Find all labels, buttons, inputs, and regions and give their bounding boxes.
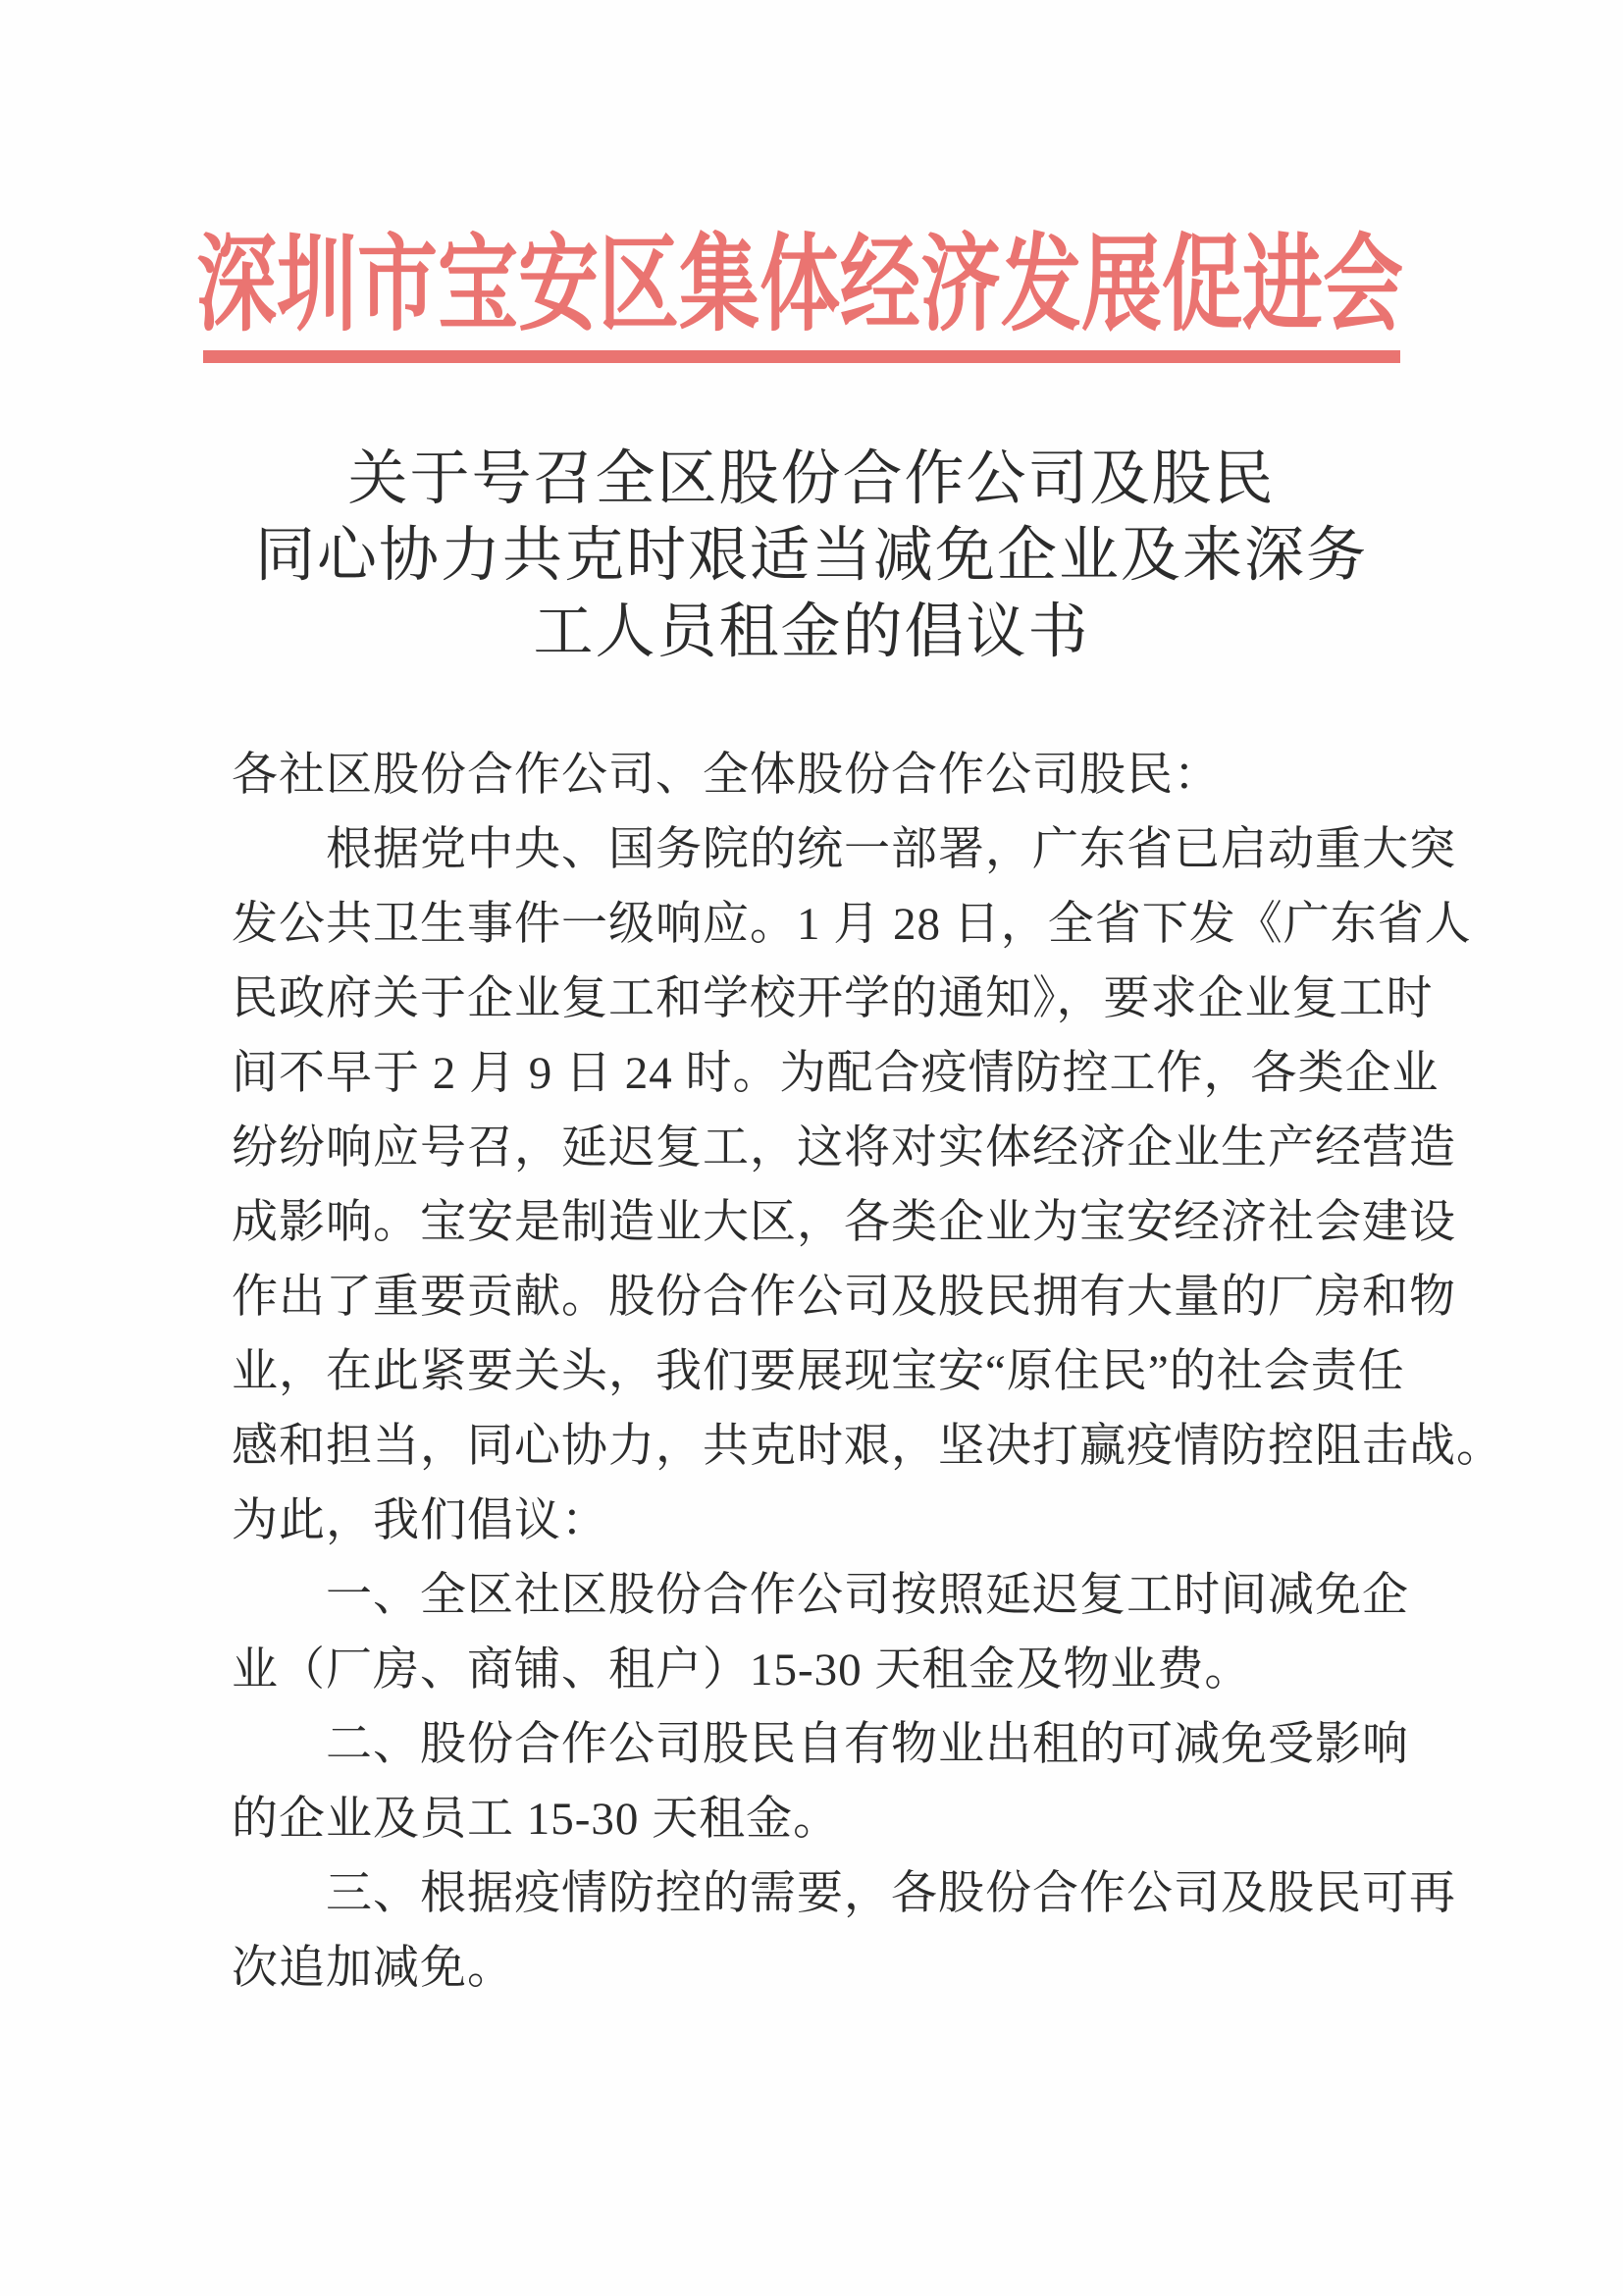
document-title-line-3: 工人员租金的倡议书 [533, 600, 1090, 665]
proposal-item-1-line: 业（厂房、商铺、租户）15-30 天租金及物业费。 [232, 1644, 1252, 1696]
proposal-item-2-line: 二、股份合作公司股民自有物业出租的可减免受影响 [326, 1719, 1409, 1770]
salutation-line: 各社区股份合作公司、全体股份合作公司股民： [232, 750, 1221, 801]
paragraph-line: 为此，我们倡议： [232, 1495, 608, 1546]
document-title-line-1: 关于号召全区股份合作公司及股民 [347, 446, 1276, 512]
paragraph-line: 民政府关于企业复工和学校开学的通知》，要求企业复工时 [232, 973, 1434, 1024]
paragraph-line: 间不早于 2 月 9 日 24 时。为配合疫情防控工作，各类企业 [232, 1048, 1440, 1099]
paragraph-line: 成影响。宝安是制造业大区，各类企业为宝安经济社会建设 [232, 1197, 1456, 1248]
masthead-divider-rule [203, 350, 1400, 363]
paragraph-line: 根据党中央、国务院的统一部署，广东省已启动重大突 [326, 824, 1456, 875]
document-body [232, 738, 1503, 2006]
document-title-line-2: 同心协力共克时艰适当减免企业及来深务 [254, 523, 1368, 589]
proposal-item-3-line: 三、根据疫情防控的需要，各股份合作公司及股民可再 [326, 1868, 1456, 1919]
proposal-item-3-line: 次追加减免。 [232, 1943, 514, 1994]
association-masthead-title: 深圳市宝安区集体经济发展促进会 [195, 227, 1403, 344]
document-title [0, 442, 1623, 671]
paragraph-line: 作出了重要贡献。股份合作公司及股民拥有大量的厂房和物 [232, 1272, 1456, 1323]
paragraph-line: 纷纷响应号召，延迟复工，这将对实体经济企业生产经营造 [232, 1122, 1456, 1174]
paragraph-line: 业，在此紧要关头，我们要展现宝安“原住民”的社会责任 [232, 1346, 1405, 1397]
paragraph-line: 感和担当，同心协力，共克时艰，坚决打赢疫情防控阻击战。 [232, 1421, 1503, 1472]
paragraph-line: 发公共卫生事件一级响应。1 月 28 日，全省下发《广东省人 [232, 899, 1472, 950]
proposal-item-1-line: 一、全区社区股份合作公司按照延迟复工时间减免企 [326, 1570, 1409, 1621]
proposal-item-2-line: 的企业及员工 15-30 天租金。 [232, 1794, 841, 1845]
